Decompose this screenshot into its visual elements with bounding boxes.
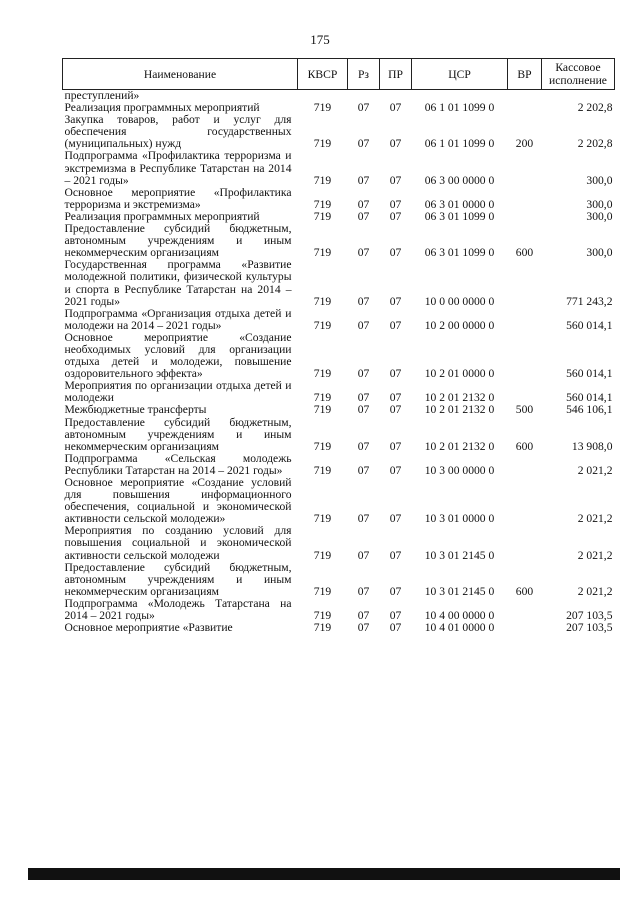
cell-kvsr: 719 (313, 584, 332, 598)
cell-csr: 10 3 01 2145 0 (424, 584, 495, 598)
cell-kvsr: 719 (313, 621, 332, 635)
cell-csr: 10 3 00 0000 0 (424, 463, 495, 477)
cell-name: Реализация программных мероприятий (64, 209, 260, 223)
cell-rz: 07 (357, 512, 370, 526)
cell-rz: 07 (357, 367, 370, 381)
cell-vr (508, 150, 542, 186)
cell-kvsr: 719 (313, 173, 332, 187)
cell-execution: 2 202,8 (577, 137, 613, 151)
cell-pr: 07 (389, 294, 402, 308)
cell-name: Основное мероприятие «Создание необходимых условий для организации отдыха детей и молодежи, повышение оздоровительного эффекта» (64, 330, 292, 381)
cell-name: Мероприятия по организации отдыха детей и молодежи (64, 379, 292, 405)
cell-csr: 10 3 01 0000 0 (424, 512, 495, 526)
cell-kvsr: 719 (313, 318, 332, 332)
cell-kvsr: 719 (313, 246, 332, 260)
cell-vr (508, 453, 542, 477)
cell-vr: 600 (515, 246, 534, 260)
table-row (63, 417, 615, 453)
cell-rz: 07 (357, 197, 370, 211)
cell-kvsr: 719 (313, 294, 332, 308)
table-row (63, 259, 615, 307)
cell-vr (508, 380, 542, 404)
cell-csr: 10 2 01 2132 0 (424, 391, 495, 405)
cell-kvsr: 719 (313, 137, 332, 151)
cell-rz: 07 (357, 584, 370, 598)
cell-csr: 10 2 01 2132 0 (424, 403, 495, 417)
cell-name: Межбюджетные трансферты (64, 403, 207, 417)
cell-pr: 07 (389, 173, 402, 187)
cell-pr: 07 (389, 137, 402, 151)
cell-csr: 06 3 01 1099 0 (424, 246, 495, 260)
cell-pr: 07 (389, 463, 402, 477)
table-row (63, 150, 615, 186)
cell-execution: 300,0 (586, 173, 613, 187)
cell-name: Предоставление субсидий бюджетным, автономным учреждениям и иным некоммерческим организациям (64, 222, 292, 260)
cell-pr: 07 (389, 209, 402, 223)
cell-name: Основное мероприятие «Создание условий для повышения информационного обеспечения, социальной и экономической активности сельской молодежи» (64, 476, 292, 526)
cell-csr: 10 2 00 0000 0 (424, 318, 495, 332)
cell-execution: 771 243,2 (566, 294, 613, 308)
page-number: 175 (310, 32, 330, 47)
table-row (63, 562, 615, 598)
cell-execution: 560 014,1 (566, 318, 613, 332)
cell-name: Мероприятия по созданию условий для повышения социальной и экономической активности сельской молодежи (64, 524, 292, 562)
cell-kvsr: 719 (313, 209, 332, 223)
cell-csr: 06 1 01 1099 0 (424, 137, 495, 151)
header-execution: Кассовое исполнение (542, 59, 615, 90)
cell-kvsr: 719 (313, 463, 332, 477)
table-row (63, 453, 615, 477)
cell-execution: 2 021,2 (577, 584, 613, 598)
cell-execution: 2 202,8 (577, 101, 613, 115)
table-body (63, 90, 615, 635)
cell-name: преступлений» (64, 89, 140, 102)
cell-rz: 07 (357, 403, 370, 417)
cell-vr: 200 (515, 137, 534, 151)
cell-rz: 07 (357, 101, 370, 115)
cell-vr (508, 90, 542, 103)
table-row (63, 404, 615, 416)
cell-name: Реализация программных мероприятий (64, 101, 260, 115)
cell-name: Предоставление субсидий бюджетным, автономным учреждениям и иным некоммерческим организациям (64, 560, 292, 598)
cell-pr: 07 (389, 246, 402, 260)
header-name: Наименование (63, 59, 298, 90)
cell-execution: 13 908,0 (571, 439, 613, 453)
header-rz: Рз (348, 59, 380, 90)
cell-pr: 07 (389, 512, 402, 526)
cell-kvsr: 719 (313, 548, 332, 562)
cell-vr: 500 (515, 403, 534, 417)
cell-execution: 207 103,5 (566, 609, 613, 623)
cell-vr: 600 (515, 439, 534, 453)
cell-name: Государственная программа «Развитие молодежной политики, физической культуры и спорта в Республике Татарстан на 2014 – 2021 годы» (64, 258, 292, 308)
cell-vr (508, 525, 542, 561)
cell-rz: 07 (357, 294, 370, 308)
cell-execution: 300,0 (586, 209, 613, 223)
cell-rz: 07 (357, 318, 370, 332)
cell-kvsr: 719 (313, 512, 332, 526)
cell-name: Подпрограмма «Организация отдыха детей и молодежи на 2014 – 2021 годы» (64, 306, 292, 332)
header-pr: ПР (380, 59, 412, 90)
header-vr: ВР (508, 59, 542, 90)
cell-kvsr: 719 (313, 609, 332, 623)
cell-rz: 07 (357, 463, 370, 477)
table-row (63, 525, 615, 561)
cell-csr: 10 3 01 2145 0 (424, 548, 495, 562)
cell-vr (508, 187, 542, 211)
table-header (63, 59, 615, 90)
cell-pr: 07 (389, 621, 402, 635)
cell-execution: 2 021,2 (577, 512, 613, 526)
table-row (63, 380, 615, 404)
cell-kvsr: 719 (313, 101, 332, 115)
cell-kvsr: 719 (313, 197, 332, 211)
table-row (63, 477, 615, 525)
table-row (63, 598, 615, 622)
cell-execution: 300,0 (586, 197, 613, 211)
cell-vr (508, 598, 542, 622)
table-row (63, 114, 615, 150)
cell-execution: 546 106,1 (566, 403, 613, 417)
cell-name: Основное мероприятие «Профилактика терроризма и экстремизма» (64, 185, 292, 211)
cell-vr (508, 332, 542, 380)
cell-csr: 06 3 01 1099 0 (424, 209, 495, 223)
cell-rz: 07 (357, 246, 370, 260)
cell-csr: 10 4 01 0000 0 (424, 621, 495, 635)
cell-rz: 07 (357, 137, 370, 151)
cell-name: Предоставление субсидий бюджетным, автономным учреждениям и иным некоммерческим организациям (64, 415, 292, 453)
cell-rz: 07 (357, 209, 370, 223)
cell-vr (508, 477, 542, 525)
table-row (63, 622, 615, 634)
cell-kvsr: 719 (313, 391, 332, 405)
header-kvsr: КВСР (298, 59, 348, 90)
cell-pr: 07 (389, 391, 402, 405)
cell-execution: 2 021,2 (577, 463, 613, 477)
cell-name: Подпрограмма «Сельская молодежь Республики Татарстан на 2014 – 2021 годы» (64, 451, 292, 477)
cell-rz: 07 (357, 621, 370, 635)
cell-rz: 07 (357, 609, 370, 623)
table-row (63, 308, 615, 332)
cell-pr: 07 (389, 197, 402, 211)
cell-rz: 07 (357, 439, 370, 453)
cell-kvsr: 719 (313, 439, 332, 453)
cell-execution: 207 103,5 (566, 621, 613, 635)
cell-pr: 07 (389, 584, 402, 598)
cell-name: Подпрограмма «Молодежь Татарстана на 2014 – 2021 годы» (64, 596, 292, 623)
scan-bottom-edge (28, 868, 620, 880)
cell-csr: 10 2 01 0000 0 (424, 367, 495, 381)
cell-rz: 07 (357, 173, 370, 187)
table-row (63, 223, 615, 259)
cell-vr (508, 622, 542, 634)
cell-vr (508, 259, 542, 307)
header-csr: ЦСР (412, 59, 508, 90)
cell-pr: 07 (389, 101, 402, 115)
cell-vr: 600 (515, 584, 534, 598)
cell-pr: 07 (389, 609, 402, 623)
cell-csr: 10 0 00 0000 0 (424, 294, 495, 308)
cell-rz: 07 (357, 391, 370, 405)
cell-kvsr: 719 (313, 367, 332, 381)
cell-csr: 10 4 00 0000 0 (424, 609, 495, 623)
cell-vr (508, 102, 542, 114)
cell-name: Подпрограмма «Профилактика терроризма и экстремизма в Республике Татарстан на 2014 – 2021 годы» (64, 149, 292, 187)
cell-pr: 07 (389, 367, 402, 381)
cell-rz: 07 (357, 548, 370, 562)
cell-execution: 2 021,2 (577, 548, 613, 562)
cell-vr (508, 308, 542, 332)
cell-execution: 560 014,1 (566, 367, 613, 381)
budget-table (62, 58, 615, 634)
cell-csr: 06 3 01 0000 0 (424, 197, 495, 211)
table-row (63, 332, 615, 380)
cell-pr: 07 (389, 548, 402, 562)
cell-csr: 10 2 01 2132 0 (424, 439, 495, 453)
cell-pr: 07 (389, 403, 402, 417)
cell-pr: 07 (389, 439, 402, 453)
cell-kvsr: 719 (313, 403, 332, 417)
cell-csr: 06 3 00 0000 0 (424, 173, 495, 187)
cell-vr (508, 211, 542, 223)
cell-csr: 06 1 01 1099 0 (424, 101, 495, 115)
cell-execution: 560 014,1 (566, 391, 613, 405)
cell-name: Закупка товаров, работ и услуг для обеспечения государственных (муниципальных) нужд (64, 113, 292, 151)
table-row (63, 187, 615, 211)
cell-pr: 07 (389, 318, 402, 332)
cell-execution: 300,0 (586, 246, 613, 260)
cell-name: Основное мероприятие «Развитие (64, 621, 233, 635)
